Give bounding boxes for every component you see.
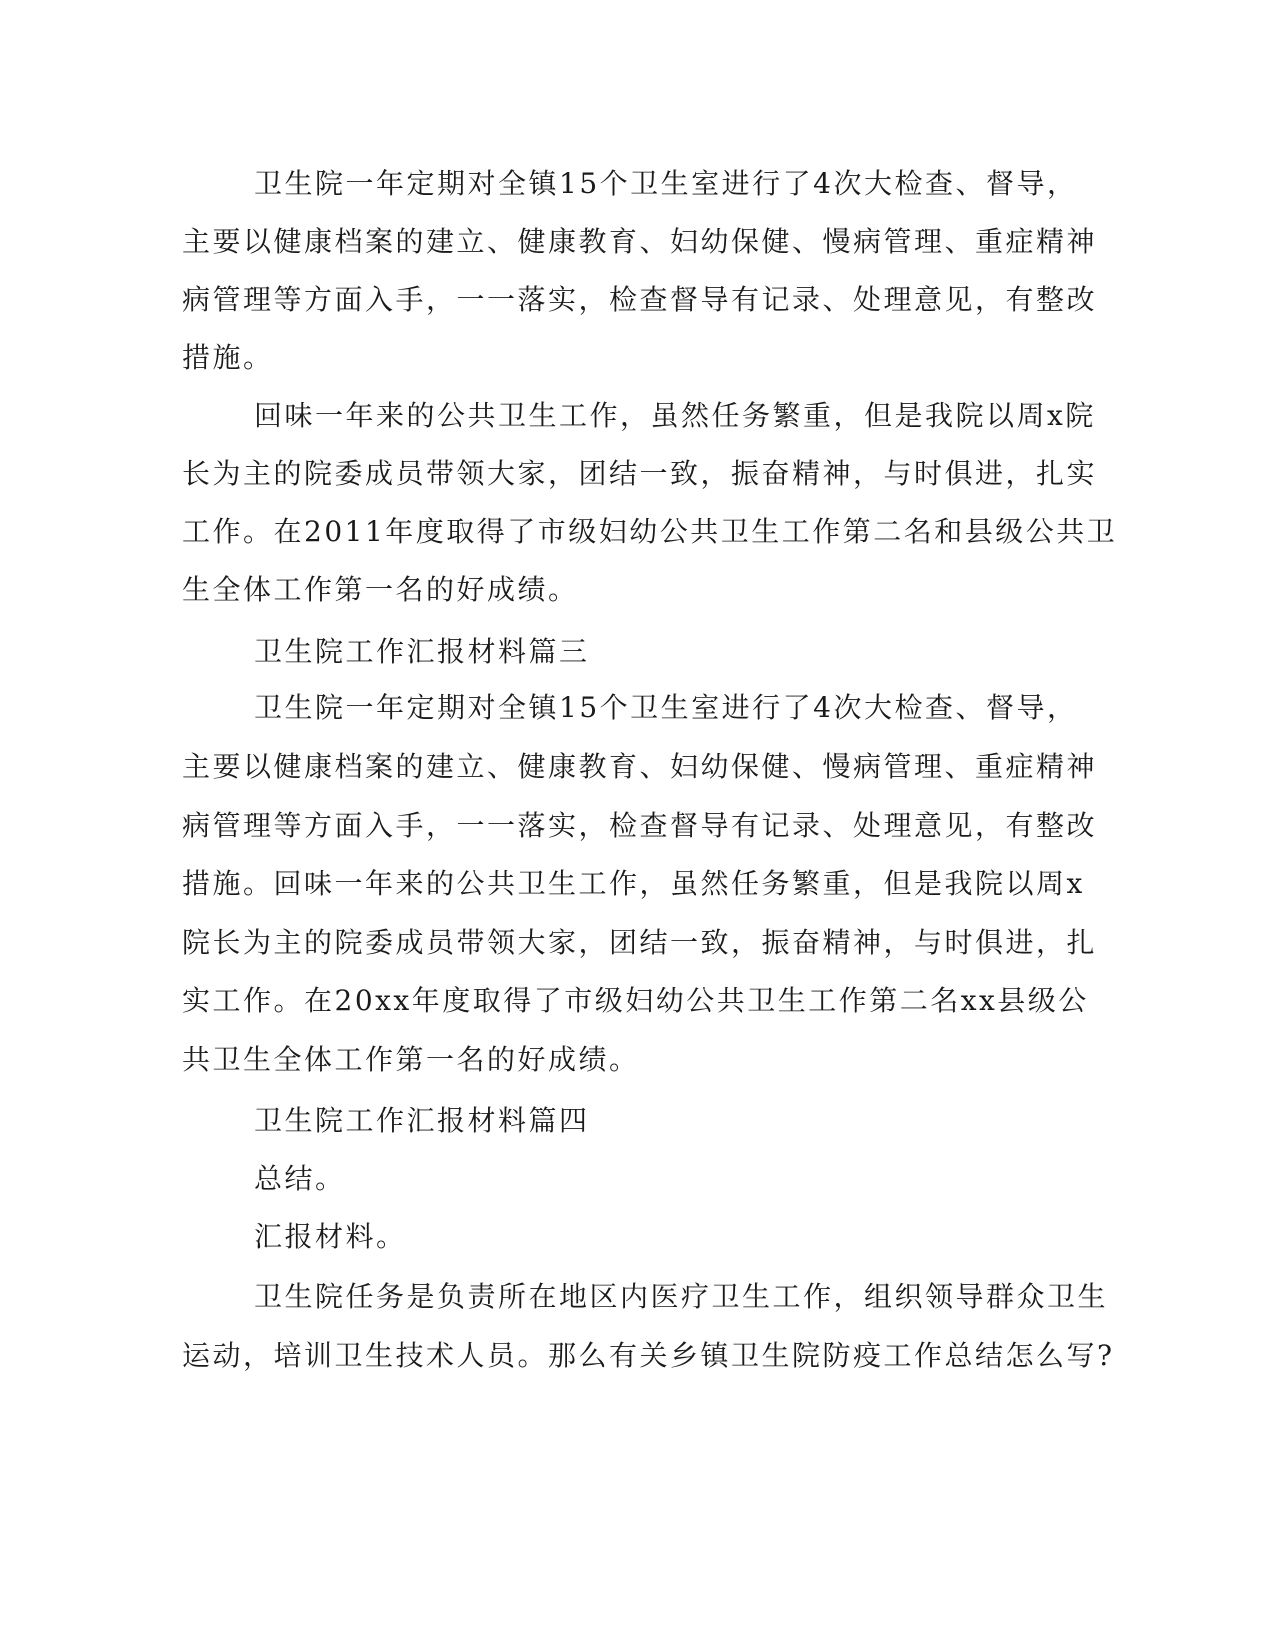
paragraph-1-line-1: 卫生院一年定期对全镇15个卫生室进行了4次大检查、督导， — [254, 167, 1078, 200]
paragraph-1-line-3: 病管理等方面入手，一一落实，检查督导有记录、处理意见，有整改 — [182, 283, 1098, 316]
paragraph-2-line-1: 回味一年来的公共卫生工作，虽然任务繁重，但是我院以周x院 — [254, 399, 1096, 432]
paragraph-3-line-5: 院长为主的院委成员带领大家，团结一致，振奋精神，与时俱进，扎 — [182, 926, 1098, 959]
paragraph-3-line-3: 病管理等方面入手，一一落实，检查督导有记录、处理意见，有整改 — [182, 809, 1098, 842]
section-heading-3: 卫生院工作汇报材料篇三 — [254, 635, 590, 668]
paragraph-2-line-2: 长为主的院委成员带领大家，团结一致，振奋精神，与时俱进，扎实 — [182, 457, 1098, 490]
paragraph-2-line-3: 工作。在2011年度取得了市级妇幼公共卫生工作第二名和县级公共卫 — [182, 515, 1118, 548]
report-material-line: 汇报材料。 — [254, 1220, 407, 1253]
section-heading-4: 卫生院工作汇报材料篇四 — [254, 1104, 590, 1137]
paragraph-3-line-4: 措施。回味一年来的公共卫生工作，虽然任务繁重，但是我院以周x — [182, 867, 1085, 900]
paragraph-3-line-2: 主要以健康档案的建立、健康教育、妇幼保健、慢病管理、重症精神 — [182, 750, 1098, 783]
paragraph-1-line-2: 主要以健康档案的建立、健康教育、妇幼保健、慢病管理、重症精神 — [182, 225, 1098, 258]
paragraph-2-line-4: 生全体工作第一名的好成绩。 — [182, 573, 579, 606]
summary-line: 总结。 — [254, 1162, 346, 1195]
paragraph-3-line-1: 卫生院一年定期对全镇15个卫生室进行了4次大检查、督导， — [254, 691, 1078, 724]
paragraph-3-line-7: 共卫生全体工作第一名的好成绩。 — [182, 1043, 640, 1076]
paragraph-4-line-2: 运动，培训卫生技术人员。那么有关乡镇卫生院防疫工作总结怎么写? — [182, 1339, 1115, 1372]
paragraph-3-line-6: 实工作。在20xx年度取得了市级妇幼公共卫生工作第二名xx县级公 — [182, 984, 1089, 1017]
paragraph-1-line-4: 措施。 — [182, 341, 274, 374]
paragraph-4-line-1: 卫生院任务是负责所在地区内医疗卫生工作，组织领导群众卫生 — [254, 1280, 1109, 1313]
